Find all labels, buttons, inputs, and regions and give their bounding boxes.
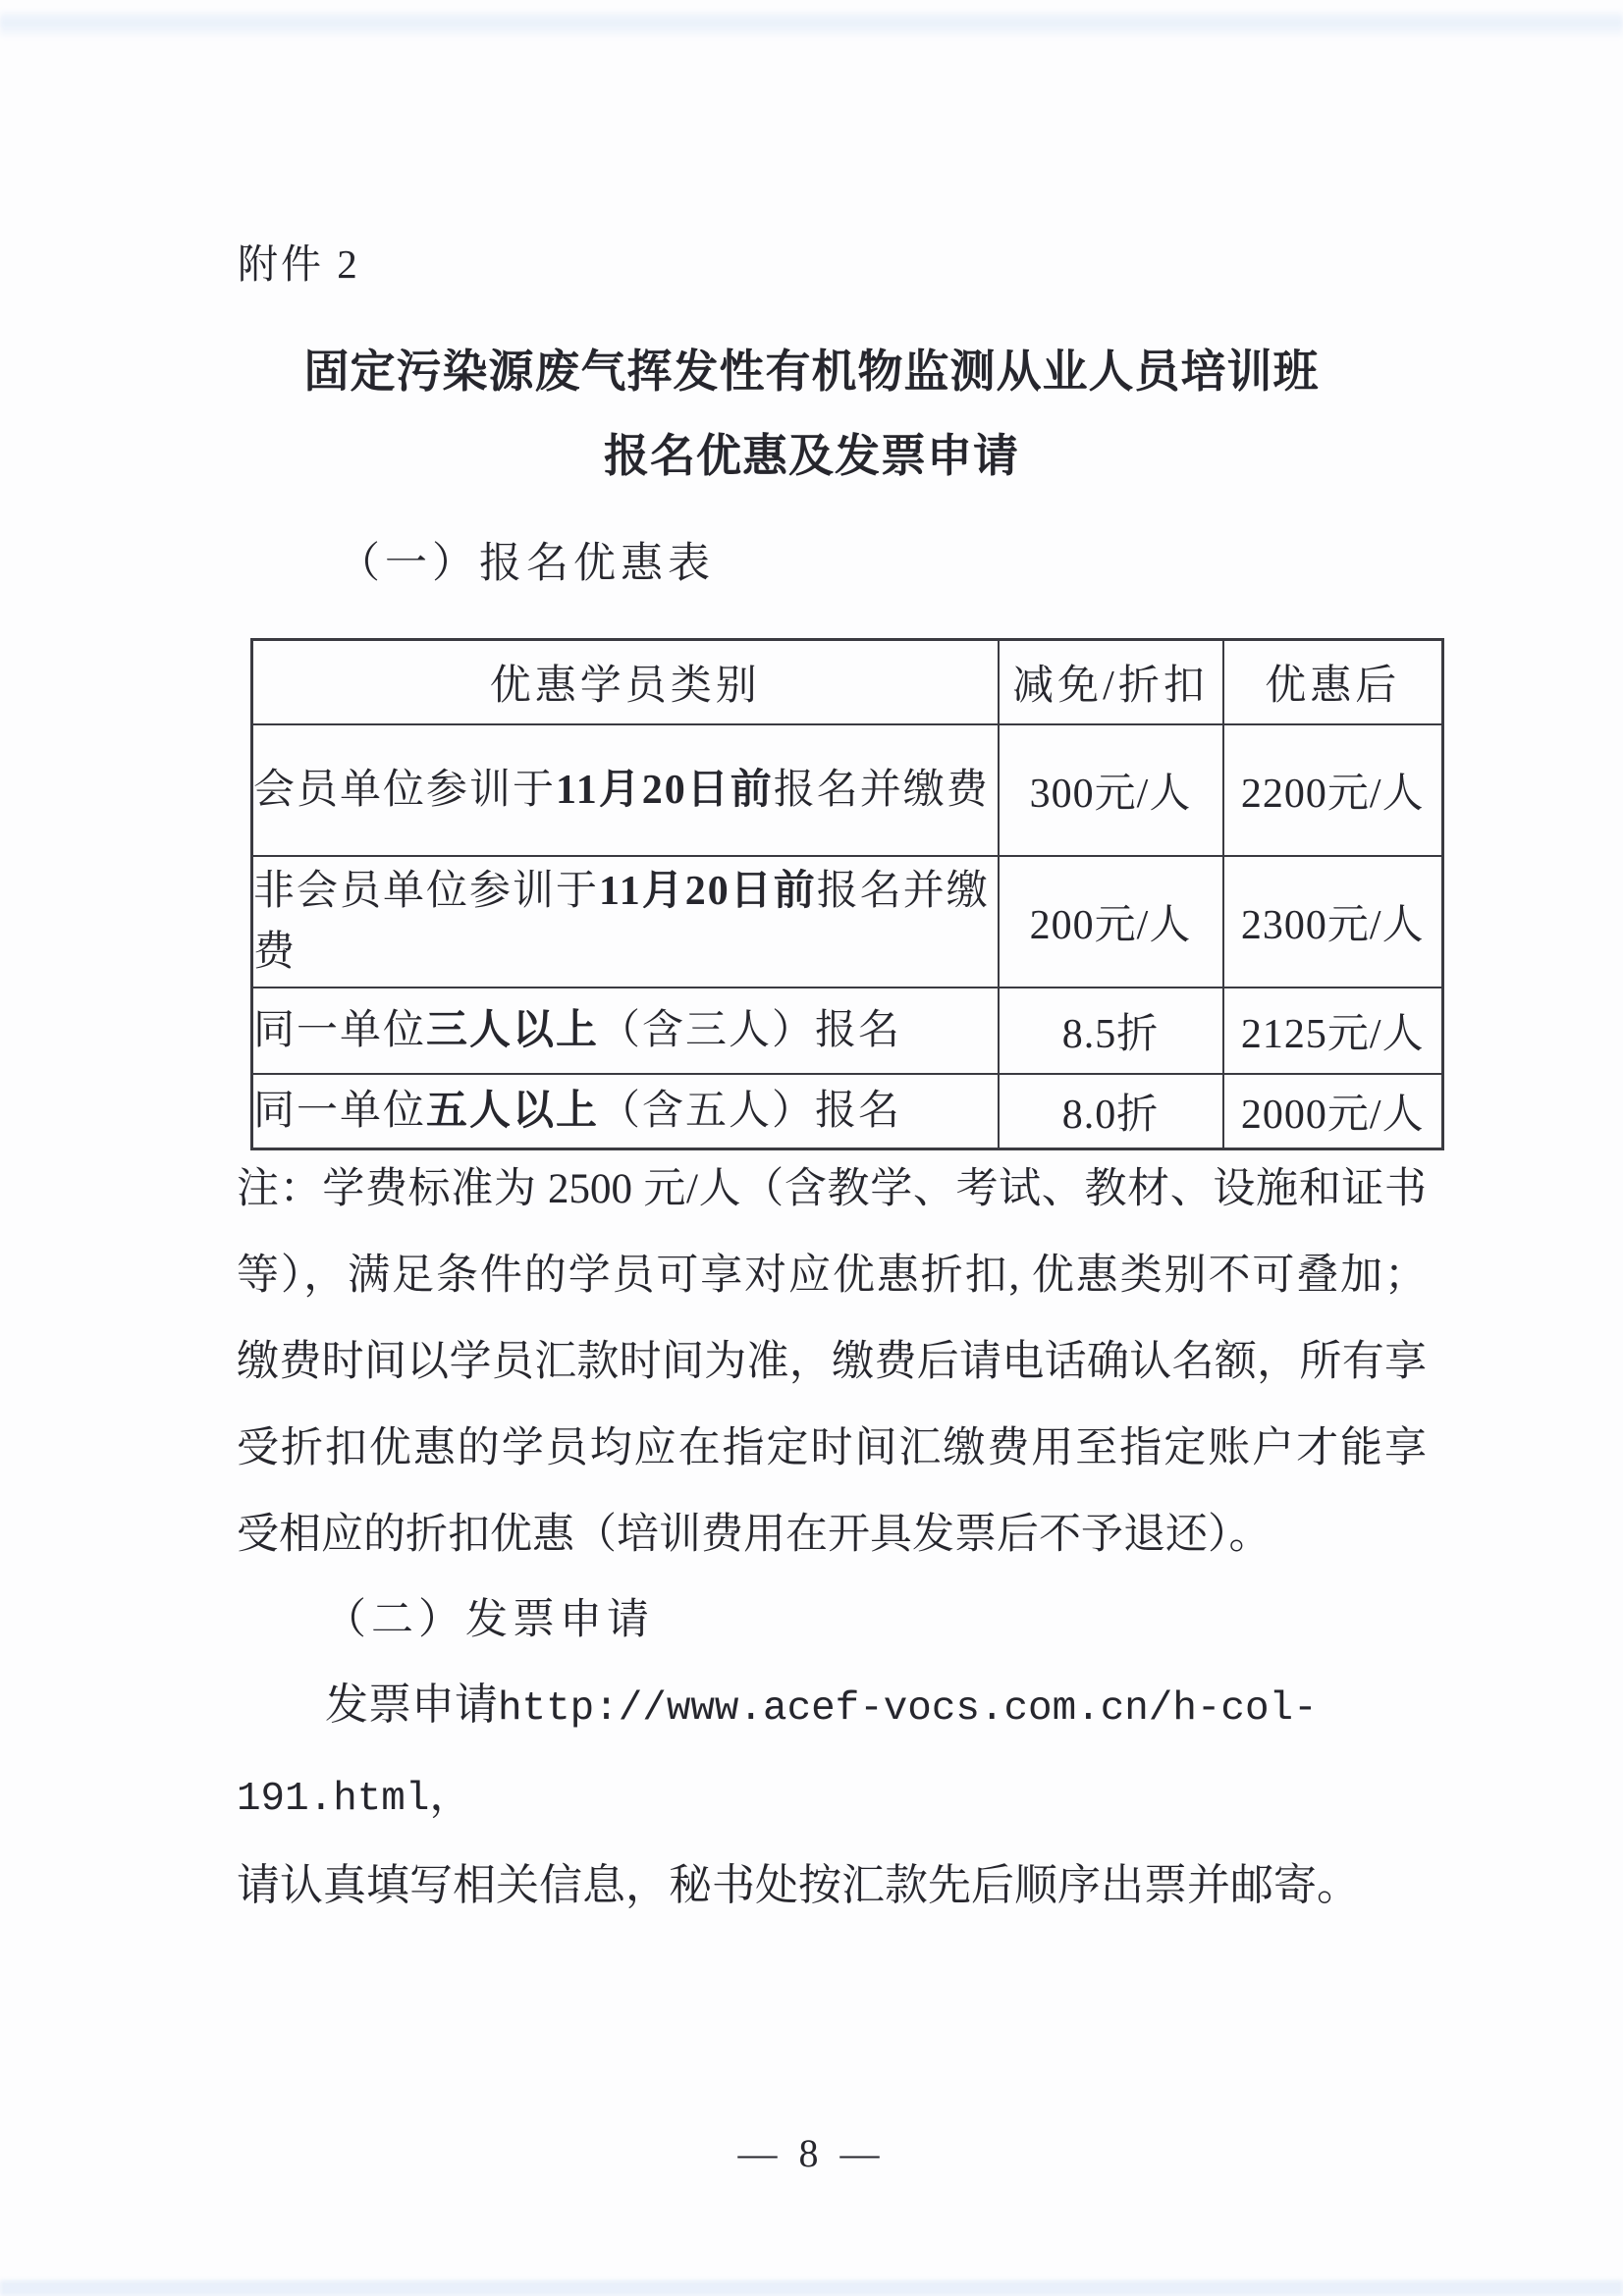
note-paragraph bbox=[237, 1147, 1427, 1578]
category-cell: 会员单位参训于11月20日前报名并缴费 bbox=[252, 724, 999, 856]
section-2-heading: （二）发票申请 bbox=[324, 1597, 654, 1643]
page-number: — 8 — bbox=[737, 2131, 886, 2175]
scan-artifact-bottom bbox=[0, 2280, 1623, 2296]
header-after: 优惠后 bbox=[1223, 640, 1443, 725]
invoice-line: 请认真填写相关信息，秘书处按汇款先后顺序出票并邮寄。 bbox=[237, 1861, 1360, 1909]
discount-cell: 8.5折 bbox=[999, 988, 1223, 1074]
note-line: 缴费时间以学员汇款时间为准，缴费后请电话确认名额，所有享 bbox=[237, 1339, 1427, 1385]
scan-artifact-top bbox=[0, 10, 1623, 37]
discount-cell: 300元/人 bbox=[999, 724, 1223, 856]
note-line: 注：学费标准为 2500 元/人（含教学、考试、教材、设施和证书 bbox=[237, 1166, 1427, 1212]
price-cell: 2300元/人 bbox=[1223, 856, 1443, 988]
note-line: 等），满足条件的学员可享对应优惠折扣, 优惠类别不可叠加； bbox=[237, 1253, 1427, 1299]
table-header-row bbox=[252, 640, 1443, 725]
invoice-url-line: 发票申请http://www.acef-vocs.com.cn/h-col-191.html， bbox=[237, 1681, 1318, 1822]
document-title-line2: 报名优惠及发票申请 bbox=[604, 431, 1019, 481]
discount-cell: 200元/人 bbox=[999, 856, 1223, 988]
category-cell: 同一单位五人以上（含五人）报名 bbox=[252, 1074, 999, 1149]
attachment-label: 附件 2 bbox=[238, 241, 360, 287]
table-row bbox=[252, 1074, 1443, 1149]
price-cell: 2200元/人 bbox=[1223, 724, 1443, 856]
note-line: 受折扣优惠的学员均应在指定时间汇缴费用至指定账户才能享 bbox=[237, 1425, 1427, 1471]
header-discount: 减免/折扣 bbox=[999, 640, 1223, 725]
table-row bbox=[252, 724, 1443, 856]
section-1-heading: （一）报名优惠表 bbox=[338, 541, 715, 587]
document-title-line1: 固定污染源废气挥发性有机物监测从业人员培训班 bbox=[303, 347, 1320, 397]
price-cell: 2125元/人 bbox=[1223, 988, 1443, 1074]
discount-cell: 8.0折 bbox=[999, 1074, 1223, 1149]
price-cell: 2000元/人 bbox=[1223, 1074, 1443, 1149]
discount-table bbox=[250, 638, 1444, 1150]
table-row bbox=[252, 988, 1443, 1074]
invoice-paragraph bbox=[237, 1662, 1427, 1929]
note-line: 受相应的折扣优惠（培训费用在开具发票后不予退还）。 bbox=[237, 1512, 1271, 1558]
header-category: 优惠学员类别 bbox=[252, 640, 999, 725]
table-row bbox=[252, 856, 1443, 988]
category-cell: 同一单位三人以上（含三人）报名 bbox=[252, 988, 999, 1074]
category-cell: 非会员单位参训于11月20日前报名并缴费 bbox=[252, 856, 999, 988]
